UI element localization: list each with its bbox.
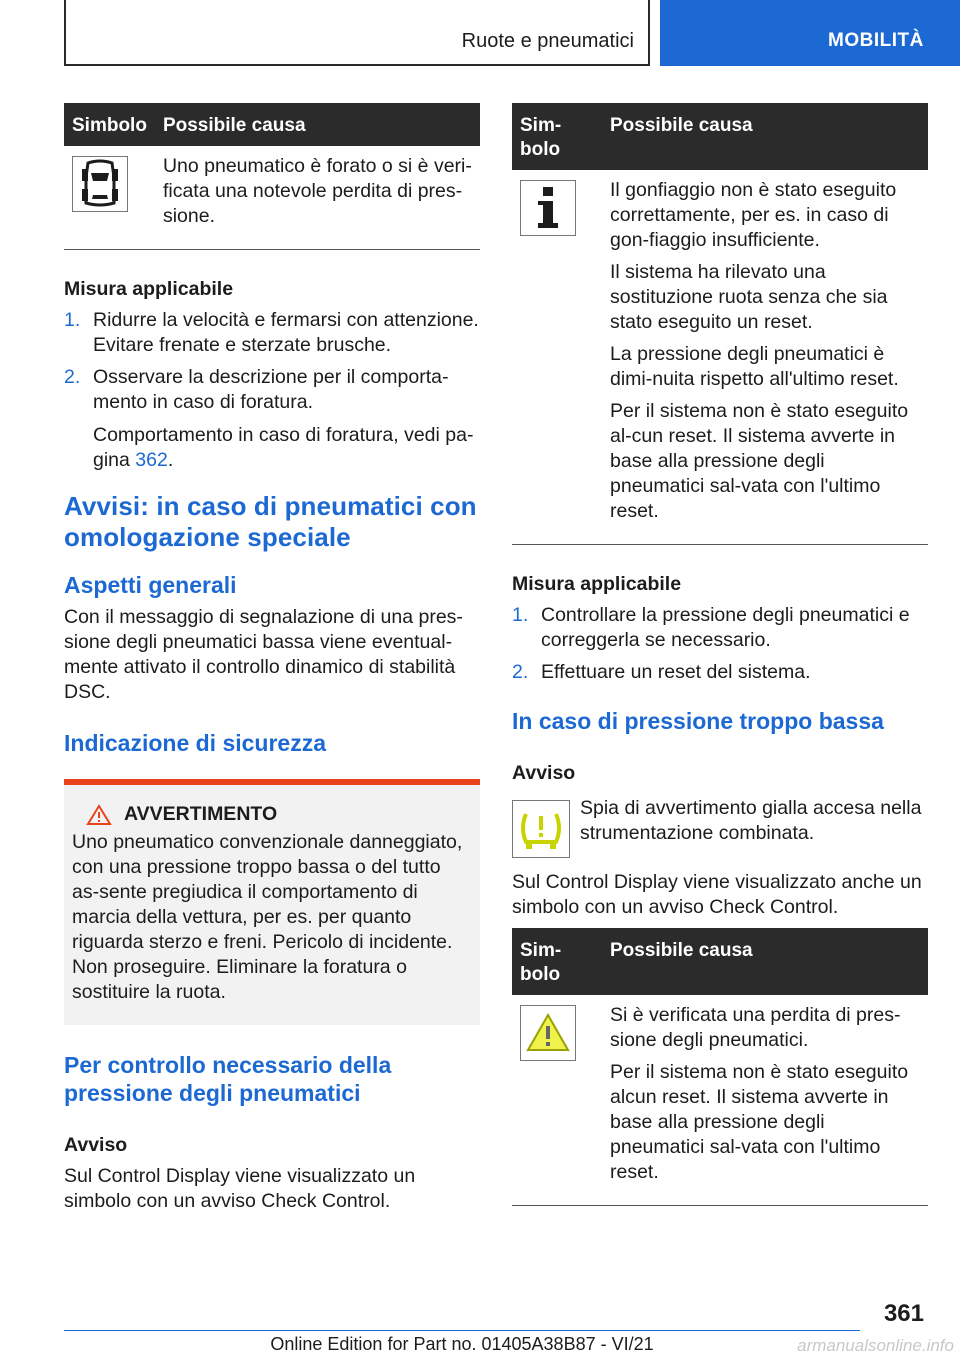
step-number: 2.	[64, 366, 81, 388]
cause-text: Uno pneumatico è forato o si è veri-ficata una notevole perdita di pres-sione.	[162, 155, 472, 227]
step-number: 1.	[64, 309, 81, 331]
avviso-paragraph: Sul Control Display viene visualizzato anche un simbolo con un avviso Check Control.	[512, 871, 922, 918]
page-link[interactable]: 362	[135, 449, 168, 471]
cause-text: Si è verificata una perdita di pres-sione degli pneumatici.	[610, 1004, 901, 1051]
left-column	[64, 103, 480, 1214]
table-header-cause: Possibile causa	[602, 103, 928, 170]
warning-text: Uno pneumatico convenzionale danneggiato, con una pressione troppo bassa o del tutto as-sente pregiudica il comportamento di marcia della vettura, per es. per quanto riguarda sterzo e freni. Pericolo di incidente. Non proseguire. Eliminare la foratura o sostituire la ruota.	[72, 831, 463, 1003]
step-text: Controllare la pressione degli pneumatici e correggerla se necessario.	[541, 604, 910, 651]
warning-title: AVVERTIMENTO	[124, 803, 278, 825]
symbol-table-info	[512, 103, 928, 545]
heading-sicurezza: Indicazione di sicurezza	[64, 730, 327, 756]
table-header-symbol: Sim-bolo	[512, 103, 602, 170]
step-number: 1.	[512, 604, 529, 626]
warning-triangle-icon	[86, 804, 112, 826]
aspetti-paragraph: Con il messaggio di segnalazione di una pres-sione degli pneumatici bassa viene eventual-mente attivato il controllo dinamico di stabilità DSC.	[64, 606, 463, 703]
section-heading-misura: Misura applicabile	[512, 573, 682, 595]
page-number: 361	[883, 1300, 924, 1327]
cause-text: La pressione degli pneumatici è dimi-nuita rispetto all'ultimo reset.	[610, 343, 899, 390]
table-header-symbol: Simbolo	[64, 103, 155, 146]
list-item	[512, 660, 928, 685]
avviso-paragraph: Sul Control Display viene visualizzato un simbolo con un avviso Check Control.	[64, 1165, 416, 1212]
tire-pressure-warning-light-icon	[512, 800, 570, 858]
list-item	[64, 308, 480, 358]
table-row	[64, 146, 480, 250]
step-text: Effettuare un reset del sistema.	[541, 661, 811, 683]
table-row	[512, 170, 928, 545]
table-header-cause: Possibile causa	[602, 928, 928, 995]
warning-light-text: Spia di avvertimento gialla accesa nella strumentazione combinata.	[580, 797, 922, 844]
right-column	[512, 103, 928, 1206]
heading-aspetti: Aspetti generali	[64, 572, 237, 598]
cause-text: Il sistema ha rilevato una sostituzione ruota senza che sia stato eseguito un reset.	[610, 261, 888, 333]
symbol-table-pressure-loss	[512, 928, 928, 1206]
step-number: 2.	[512, 661, 529, 683]
car-tire-puncture-icon	[72, 156, 128, 212]
heading-controllo: Per controllo necessario della pressione degli pneumatici	[64, 1052, 392, 1106]
step-text: Osservare la descrizione per il comporta-mento in caso di foratura.	[93, 366, 449, 413]
header-section-box	[64, 0, 650, 66]
cause-text: Per il sistema non è stato eseguito al-cun reset. Il sistema avverte in base alla pressione degli pneumatici sal-vata con l'ultimo reset.	[610, 400, 909, 522]
step-sub-paragraph: Comportamento in caso di foratura, vedi pa-gina 362.	[93, 424, 474, 471]
list-item	[64, 365, 480, 415]
header-chapter-title: MOBILITÀ	[828, 30, 924, 51]
steps-list	[64, 308, 480, 415]
steps-list	[512, 603, 928, 685]
symbol-table-puncture	[64, 103, 480, 250]
yellow-warning-triangle-icon	[520, 1005, 576, 1061]
table-header-cause: Possibile causa	[155, 103, 480, 146]
table-header-symbol: Sim-bolo	[512, 928, 602, 995]
avviso-heading: Avviso	[512, 762, 576, 784]
edition-text: Online Edition for Part no. 01405A38B87 - VI/21	[270, 1334, 654, 1354]
cause-text: Per il sistema non è stato eseguito alcun reset. Il sistema avverte in base alla pressione degli pneumatici sal-vata con l'ultimo reset.	[610, 1061, 909, 1183]
info-icon	[520, 180, 576, 236]
table-row	[512, 995, 928, 1206]
cause-text: Il gonfiaggio non è stato eseguito correttamente, per es. in caso di gon-fiaggio insufficiente.	[610, 179, 897, 251]
watermark: armanualsonline.info	[797, 1336, 954, 1355]
step-text: Ridurre la velocità e fermarsi con attenzione. Evitare frenate e sterzate brusche.	[93, 309, 479, 356]
header-section-title: Ruote e pneumatici	[461, 30, 634, 52]
section-heading-misura: Misura applicabile	[64, 278, 234, 300]
warning-box	[64, 779, 480, 1025]
footer-divider	[64, 1330, 860, 1331]
heading-pressione-bassa: In caso di pressione troppo bassa	[512, 708, 884, 734]
header-chapter-tab[interactable]	[660, 0, 960, 66]
list-item	[512, 603, 928, 653]
avviso-heading: Avviso	[64, 1134, 128, 1156]
heading-avvisi: Avvisi: in caso di pneumatici con omologazione speciale	[64, 491, 477, 552]
